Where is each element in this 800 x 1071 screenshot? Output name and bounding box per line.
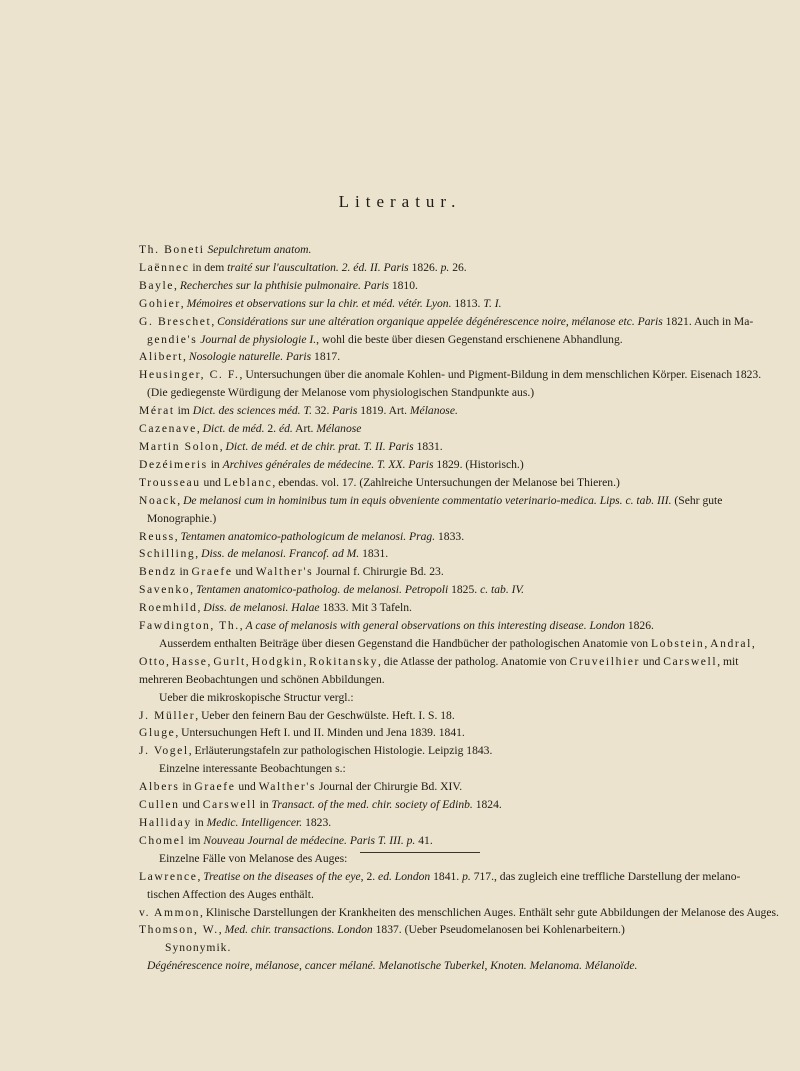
author-name: Walther's xyxy=(258,780,317,794)
italic-title: Dict. de méd. xyxy=(202,422,265,436)
reference-entry xyxy=(139,778,739,796)
text-fragment: Synonymik. xyxy=(165,941,232,955)
text-fragment: , Untersuchungen Heft I. und II. Minden und Jena 1839. 1841. xyxy=(175,726,465,740)
text-fragment: in xyxy=(256,798,272,812)
author-name: Noack xyxy=(139,493,178,507)
author-name: Hodgkin xyxy=(251,654,304,668)
reference-entry xyxy=(139,277,739,295)
reference-entry xyxy=(139,528,739,546)
text-fragment: (Die gediegenste Würdigung der Melanose vom physiologischen Standpunkte aus.) xyxy=(147,386,535,400)
author-name: Laënnec xyxy=(139,260,190,274)
italic-title: Dict. des sciences méd. T. xyxy=(192,404,312,418)
reference-entry xyxy=(139,259,739,277)
text-fragment: 1817. xyxy=(311,350,341,364)
reference-entry xyxy=(139,456,739,474)
author-name: Savenko xyxy=(139,583,191,597)
section-note xyxy=(139,760,739,778)
reference-entry xyxy=(139,724,739,742)
text-fragment: , xyxy=(197,869,204,883)
author-name: Otto xyxy=(139,654,167,668)
text-fragment: (Sehr gute xyxy=(671,493,723,507)
reference-entry xyxy=(139,904,779,922)
text-fragment: , xyxy=(218,923,225,937)
author-name: Reuss xyxy=(139,529,175,543)
text-fragment: 1831. xyxy=(413,439,443,453)
author-name: Cazenave xyxy=(139,422,197,436)
synonym-line xyxy=(139,957,739,975)
text-fragment: , xyxy=(239,619,246,633)
italic-title: Mémoires et observations sur la chir. et méd. vétér. Lyon. xyxy=(186,296,452,310)
reference-continuation xyxy=(139,510,739,528)
reference-entry xyxy=(139,617,739,635)
reference-entry xyxy=(139,742,739,760)
text-fragment: 1810. xyxy=(388,278,418,292)
author-name: Gluge xyxy=(139,726,176,740)
reference-entry xyxy=(139,474,739,492)
text-fragment: 717., das zugleich eine treffliche Darstellung der melano- xyxy=(470,869,741,883)
author-name: Graefe xyxy=(191,565,233,579)
page-title: Literatur. xyxy=(338,192,462,211)
text-fragment: , xyxy=(245,654,252,668)
text-fragment: im xyxy=(185,833,204,847)
text-fragment: , Untersuchungen über die anomale Kohlen- und Pigment-Bildung in dem menschlichen Körper. Eisenach 1823. xyxy=(239,368,762,382)
text-fragment: 26. xyxy=(449,260,467,274)
italic-title: Archives générales de médecine. T. XX. Paris xyxy=(222,457,434,471)
text-fragment: und xyxy=(232,565,256,579)
reference-entry xyxy=(139,438,739,456)
text-fragment: Monographie.) xyxy=(147,511,217,525)
italic-title: Mélanose. xyxy=(409,404,458,418)
italic-title: Dict. de méd. et de chir. prat. T. II. Paris xyxy=(225,439,414,453)
text-fragment: 2. xyxy=(264,422,279,436)
author-name: Walther's xyxy=(255,565,314,579)
text-fragment: Art. xyxy=(292,422,317,436)
author-name: Rokitansky xyxy=(309,654,378,668)
reference-entry xyxy=(139,420,739,438)
italic-title: ed. London xyxy=(378,869,431,883)
text-fragment: 1833. Mit 3 Tafeln. xyxy=(319,601,412,615)
synonym-heading xyxy=(139,939,739,957)
text-fragment: 1841. xyxy=(430,869,463,883)
author-name: Trousseau xyxy=(139,475,201,489)
italic-title: Recherches sur la phthisie pulmonaire. Paris xyxy=(179,278,389,292)
italic-title: Melanoma. Mélanoïde. xyxy=(529,959,638,973)
text-fragment: 1831. xyxy=(359,547,389,561)
author-name: Lobstein xyxy=(650,636,705,650)
author-name: Roemhild xyxy=(139,601,198,615)
text-fragment: 1826. xyxy=(408,260,441,274)
reference-entry xyxy=(139,707,739,725)
author-name: J. Müller xyxy=(139,708,196,722)
italic-title: c. tab. IV. xyxy=(480,583,524,597)
italic-title: Dégénérescence noire, mélanose, cancer mélané. xyxy=(147,959,376,973)
section-note xyxy=(139,689,739,707)
italic-title: Transact. of the med. chir. society of Edinb. xyxy=(271,798,473,812)
reference-entry xyxy=(139,563,739,581)
reference-entry xyxy=(139,921,739,939)
italic-title: Paris xyxy=(332,404,358,418)
author-name: Gurlt xyxy=(213,654,246,668)
reference-entry xyxy=(139,868,739,886)
text-fragment: , xyxy=(219,439,226,453)
author-name: Leblanc xyxy=(223,475,273,489)
italic-title: Mélanose xyxy=(316,422,362,436)
text-fragment: 1823. xyxy=(302,816,332,829)
reference-entry xyxy=(139,599,739,617)
text-fragment: 1829. (Historisch.) xyxy=(433,457,524,471)
reference-entry xyxy=(139,402,739,420)
text-fragment: 1833. xyxy=(435,529,465,543)
text-fragment: in xyxy=(207,457,223,471)
text-fragment: , xyxy=(211,314,218,328)
italic-title: Considérations sur une altération organique appelée dégénérescence noire, mélanose etc. Paris xyxy=(217,314,663,328)
text-fragment: , xyxy=(196,422,203,436)
author-name: Carswell xyxy=(663,654,718,668)
author-name: Bendz xyxy=(139,565,177,579)
closing-rule xyxy=(360,852,480,853)
reference-entry xyxy=(139,492,739,510)
author-name: Mérat xyxy=(139,404,175,418)
text-fragment: Einzelne interessante Beobachtungen s.: xyxy=(159,762,346,776)
italic-title: p. xyxy=(462,869,471,883)
text-fragment: , Erläuterungstafeln zur pathologischen Histologie. Leipzig 1843. xyxy=(188,744,493,758)
reference-entry xyxy=(139,653,739,671)
text-fragment: , xyxy=(303,654,310,668)
author-name: gendie's xyxy=(147,332,198,346)
text-fragment: , xyxy=(177,493,184,507)
author-name: Cruveilhier xyxy=(569,654,640,668)
text-fragment: im xyxy=(174,404,193,418)
author-name: Albers xyxy=(139,780,180,794)
text-fragment: , xyxy=(195,547,202,561)
text-fragment: und xyxy=(179,798,203,812)
section-note xyxy=(139,635,755,653)
text-fragment: Journal der Chirurgie Bd. XIV. xyxy=(316,780,463,794)
text-fragment: 1826. xyxy=(624,619,654,633)
text-fragment: , xyxy=(174,529,181,543)
italic-title: A case of melanosis with general observations on this interesting disease. London xyxy=(245,619,625,633)
author-name: Alibert xyxy=(139,350,184,364)
reference-entry xyxy=(139,295,739,313)
text-fragment: und xyxy=(235,780,259,794)
author-name: Bayle xyxy=(139,278,175,292)
italic-title: traité sur l'auscultation. 2. éd. II. Paris xyxy=(227,260,409,274)
text-fragment: 1837. (Ueber Pseudomelanosen bei Kohlenarbeitern.) xyxy=(372,923,625,937)
author-name: Martin Solon xyxy=(139,439,220,453)
text-fragment: und xyxy=(200,475,224,489)
author-name: G. Breschet xyxy=(139,314,212,328)
italic-title: Tentamen anatomico-patholog. de melanosi. Petropoli xyxy=(195,583,449,597)
author-name: Gohier xyxy=(139,296,181,310)
text-fragment: 1813. xyxy=(451,296,484,310)
italic-title: Tentamen anatomico-pathologicum de melanosi. Prag. xyxy=(180,529,436,543)
text-fragment: , xyxy=(207,654,214,668)
text-fragment: in dem xyxy=(189,260,228,274)
author-name: Andral xyxy=(710,636,752,650)
reference-entry xyxy=(139,348,739,366)
italic-title: Diss. de melanosi. Halae xyxy=(203,601,320,615)
text-fragment: , Klinische Darstellungen der Krankheiten des menschlichen Auges. Enthält sehr gute Abbildungen der Melanose des Auges. xyxy=(200,905,779,919)
reference-entry xyxy=(139,241,739,259)
text-fragment: , xyxy=(183,350,189,364)
italic-title: Medic. Intelligencer. xyxy=(206,816,303,829)
text-fragment: , xyxy=(180,296,187,310)
reference-continuation xyxy=(139,331,739,349)
text-fragment: in xyxy=(179,780,195,794)
author-name: Thomson, W. xyxy=(139,923,219,937)
text-fragment: 2. xyxy=(363,869,379,883)
italic-title: Journal de physiologie I. xyxy=(200,332,317,346)
author-name: Carswell xyxy=(202,798,257,812)
text-fragment: Ausserdem enthalten Beiträge über diesen Gegenstand die Handbücher der pathologischen Anatomie von xyxy=(159,636,651,650)
text-fragment: , wohl die beste über diesen Gegenstand erschienene Abhandlung. xyxy=(316,332,623,346)
text-fragment: Melanotische Tuberkel, Knoten. xyxy=(375,959,530,973)
text-fragment: , xyxy=(174,278,180,292)
reference-continuation xyxy=(139,384,739,402)
text-fragment: 1824. xyxy=(472,798,502,812)
text-fragment: , mit xyxy=(717,654,739,668)
text-fragment: 32. xyxy=(311,404,333,418)
author-name: Heusinger, C. F. xyxy=(139,368,240,382)
text-fragment: , xyxy=(166,654,172,668)
literature-list xyxy=(139,241,779,975)
text-fragment: 41. xyxy=(415,833,433,847)
text-fragment: Einzelne Fälle von Melanose des Auges: xyxy=(159,851,348,865)
text-fragment: , Ueber den feinern Bau der Geschwülste. Heft. I. S. 18. xyxy=(195,708,455,722)
author-name: Schilling xyxy=(139,547,196,561)
author-name: J. Vogel xyxy=(139,744,189,758)
author-name: Cullen xyxy=(139,798,180,812)
author-name: Lawrence xyxy=(139,869,198,883)
text-fragment: , die Atlasse der patholog. Anatomie von xyxy=(378,654,570,668)
reference-entry xyxy=(139,581,739,599)
reference-entry xyxy=(139,671,739,689)
italic-title: Treatise on the diseases of the eye, xyxy=(203,869,364,883)
italic-title: Sepulchretum anatom. xyxy=(207,243,312,256)
text-fragment: , xyxy=(704,636,711,650)
italic-title: éd. xyxy=(278,422,293,436)
text-fragment: , ebendas. vol. 17. (Zahlreiche Untersuchungen der Melanose bei Thieren.) xyxy=(272,475,620,489)
author-name: Th. Boneti xyxy=(139,243,205,256)
italic-title: Nosologie naturelle. Paris xyxy=(188,350,312,364)
author-name: Hasse xyxy=(171,654,208,668)
text-fragment: mehreren Beobachtungen und schönen Abbildungen. xyxy=(139,672,385,686)
text-fragment: , xyxy=(197,601,204,615)
author-name: Fawdington, Th. xyxy=(139,619,240,633)
italic-title: Nouveau Journal de médecine. Paris T. III. p. xyxy=(203,833,416,847)
author-name: Chomel xyxy=(139,833,186,847)
text-fragment: in xyxy=(176,565,192,579)
italic-title: p. xyxy=(440,260,450,274)
text-fragment: in xyxy=(191,816,207,829)
italic-title: T. I. xyxy=(483,296,502,310)
author-name: v. Ammon xyxy=(139,905,201,919)
text-fragment: und xyxy=(640,654,664,668)
text-fragment: , xyxy=(190,583,196,597)
text-fragment: 1825. xyxy=(448,583,481,597)
author-name: Graefe xyxy=(194,780,236,794)
italic-title: Diss. de melanosi. Francof. ad M. xyxy=(201,547,360,561)
reference-entry xyxy=(139,545,739,563)
text-fragment: Ueber die mikroskopische Structur vergl.: xyxy=(159,690,354,704)
author-name: Halliday xyxy=(139,816,192,829)
reference-entry xyxy=(139,832,739,850)
text-fragment: Journal f. Chirurgie Bd. 23. xyxy=(313,565,444,579)
reference-entry xyxy=(139,313,754,331)
reference-entry xyxy=(139,814,739,832)
reference-continuation xyxy=(139,886,739,904)
text-fragment: tischen Affection des Auges enthält. xyxy=(147,887,314,901)
reference-entry xyxy=(139,366,762,384)
text-fragment: , xyxy=(751,636,755,650)
reference-entry xyxy=(139,796,739,814)
italic-title: De melanosi cum in hominibus tum in equis obveniente commentatio veterinario-medica. Lips. c. tab. III. xyxy=(183,493,672,507)
italic-title: Med. chir. transactions. London xyxy=(224,923,373,937)
author-name: Dezéimeris xyxy=(139,457,208,471)
text-fragment: 1819. Art. xyxy=(357,404,410,418)
text-fragment: 1821. Auch in Ma- xyxy=(662,314,754,328)
